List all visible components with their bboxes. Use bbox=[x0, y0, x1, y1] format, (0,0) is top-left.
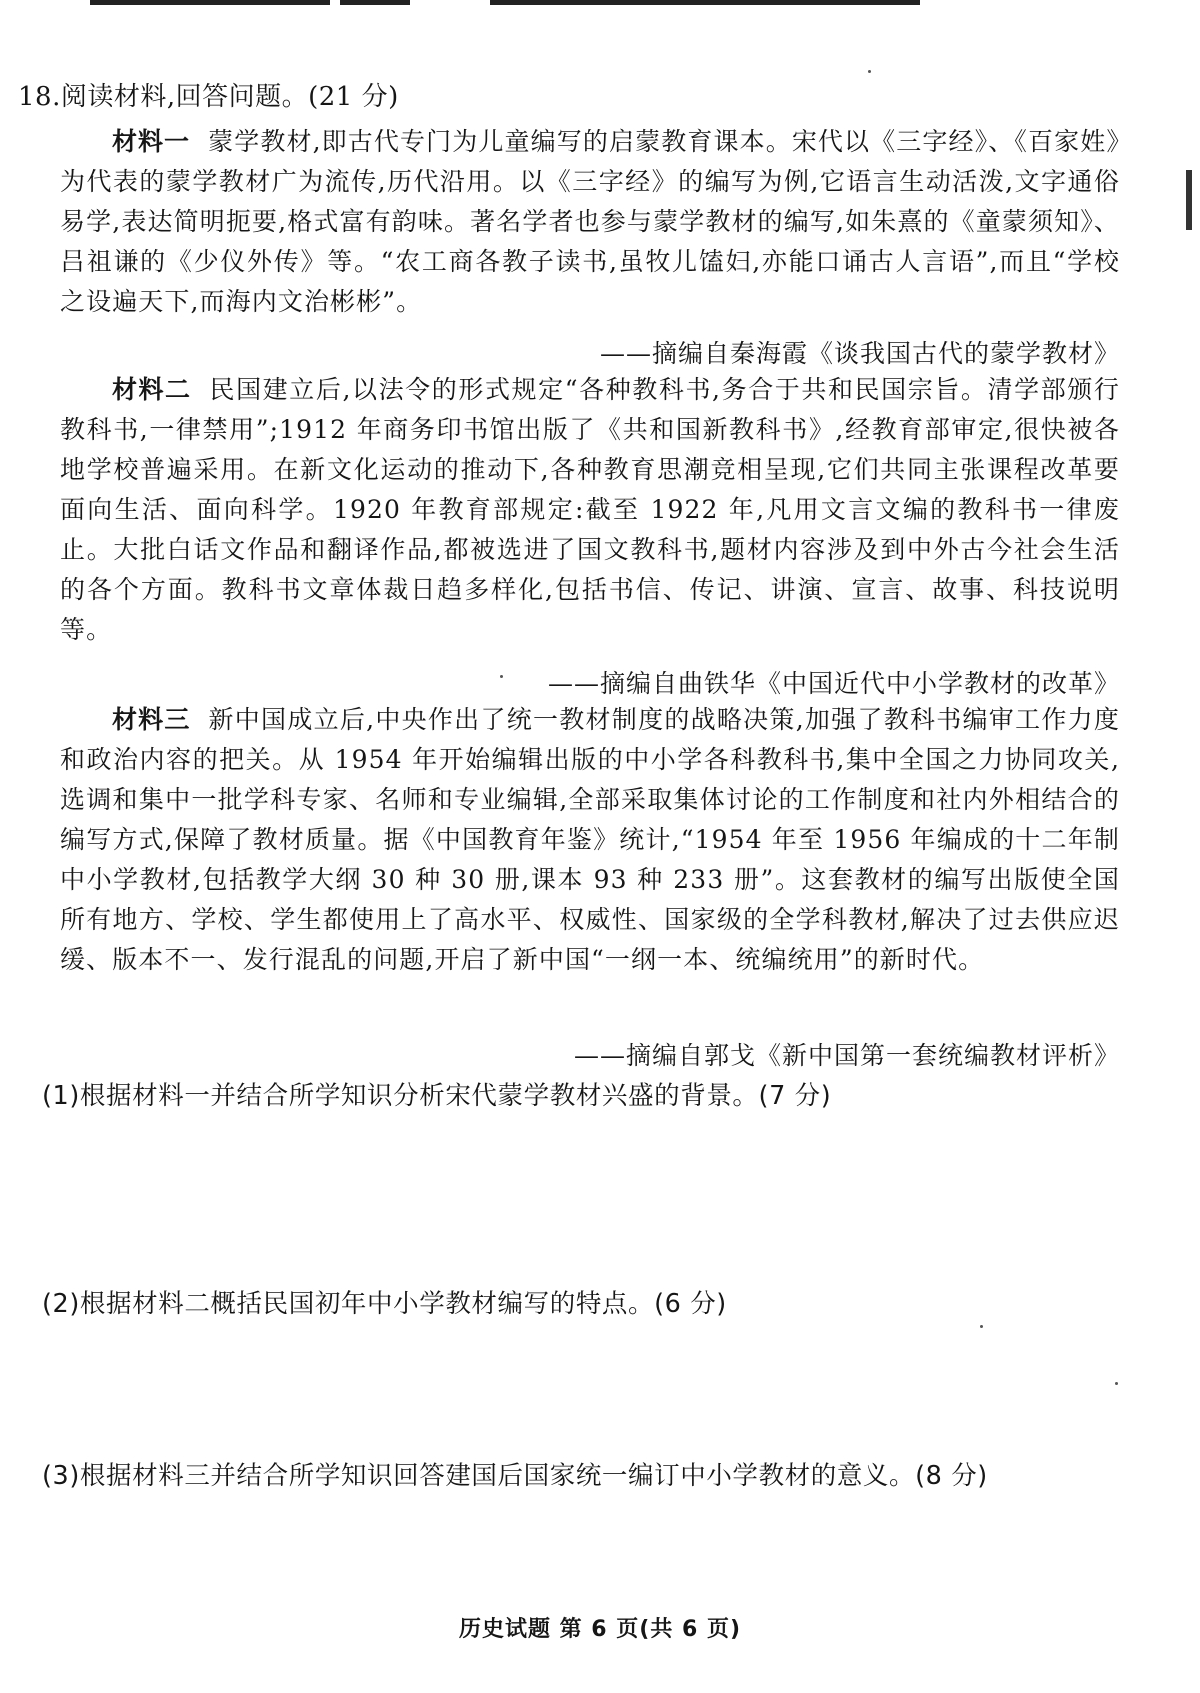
material-three bbox=[60, 700, 1120, 980]
binding-edge bbox=[1186, 170, 1192, 230]
material-one bbox=[60, 122, 1120, 322]
material-text: 新中国成立后,中央作出了统一教材制度的战略决策,加强了教科书编审工作力度和政治内容的把关。从 1954 年开始编辑出版的中小学各科教科书,集中全国之力协同攻关,选调和集中一批学科专家、名师和专业编辑,全部采取集体讨论的工作制度和社内外相结合的编写方式,保障了教材质量。据《中国教育年鉴》统计,“1954 年至 1956 年编成的十二年制中小学教材,包括教学大纲 30 种 30 册,课本 93 种 233 册”。这套教材的编写出版使全国所有地方、学校、学生都使用上了高水平、权威性、国家级的全学科教材,解决了过去供应迟缓、版本不一、发行混乱的问题,开启了新中国“一纲一本、统编统用”的新时代。 bbox=[60, 705, 1120, 974]
question-heading: 18.阅读材料,回答问题。(21 分) bbox=[18, 82, 399, 112]
scan-speck bbox=[980, 1325, 983, 1328]
top-border-segment bbox=[490, 0, 920, 5]
top-border-segment bbox=[90, 0, 330, 5]
material-label: 材料三 bbox=[112, 705, 191, 734]
material-label: 材料二 bbox=[112, 375, 192, 404]
material-two bbox=[60, 370, 1120, 650]
material-source: ——摘编自秦海霞《谈我国古代的蒙学教材》 bbox=[599, 339, 1120, 368]
material-text: 民国建立后,以法令的形式规定“各种教科书,务合于共和民国宗旨。清学部颁行教科书,一律禁用”;1912 年商务印书馆出版了《共和国新教科书》,经教育部审定,很快被各地学校普遍采用。在新文化运动的推动下,各种教育思潮竞相呈现,它们共同主张课程改革要面向生活、面向科学。1920 年教育部规定:截至 1922 年,凡用文言文编的教科书一律废止。大批白话文作品和翻译作品,都被选进了国文教科书,题材内容涉及到中外古今社会生活的各个方面。教科书文章体裁日趋多样化,包括书信、传记、讲演、宣言、故事、科技说明等。 bbox=[60, 375, 1120, 644]
scan-speck bbox=[868, 70, 871, 73]
sub-question-2: (2)根据材料二概括民国初年中小学教材编写的特点。(6 分) bbox=[42, 1289, 727, 1319]
material-label: 材料一 bbox=[112, 127, 191, 156]
scan-speck bbox=[500, 675, 503, 678]
material-text: 蒙学教材,即古代专门为儿童编写的启蒙教育课本。宋代以《三字经》、《百家姓》为代表的蒙学教材广为流传,历代沿用。以《三字经》的编写为例,它语言生动活泼,文字通俗易学,表达简明扼要,格式富有韵味。著名学者也参与蒙学教材的编写,如朱熹的《童蒙须知》、吕祖谦的《少仪外传》等。“农工商各教子读书,虽牧儿馌妇,亦能口诵古人言语”,而且“学校之设遍天下,而海内文治彬彬”。 bbox=[60, 127, 1120, 316]
sub-question-1: (1)根据材料一并结合所学知识分析宋代蒙学教材兴盛的背景。(7 分) bbox=[42, 1081, 832, 1111]
material-source: ——摘编自曲铁华《中国近代中小学教材的改革》 bbox=[547, 669, 1120, 698]
top-border-segment bbox=[340, 0, 410, 5]
scan-speck bbox=[1115, 1382, 1118, 1385]
page-footer: 历史试题 第 6 页(共 6 页) bbox=[458, 1617, 742, 1642]
sub-question-3: (3)根据材料三并结合所学知识回答建国后国家统一编订中小学教材的意义。(8 分) bbox=[42, 1461, 988, 1491]
material-source: ——摘编自郭戈《新中国第一套统编教材评析》 bbox=[573, 1041, 1120, 1070]
